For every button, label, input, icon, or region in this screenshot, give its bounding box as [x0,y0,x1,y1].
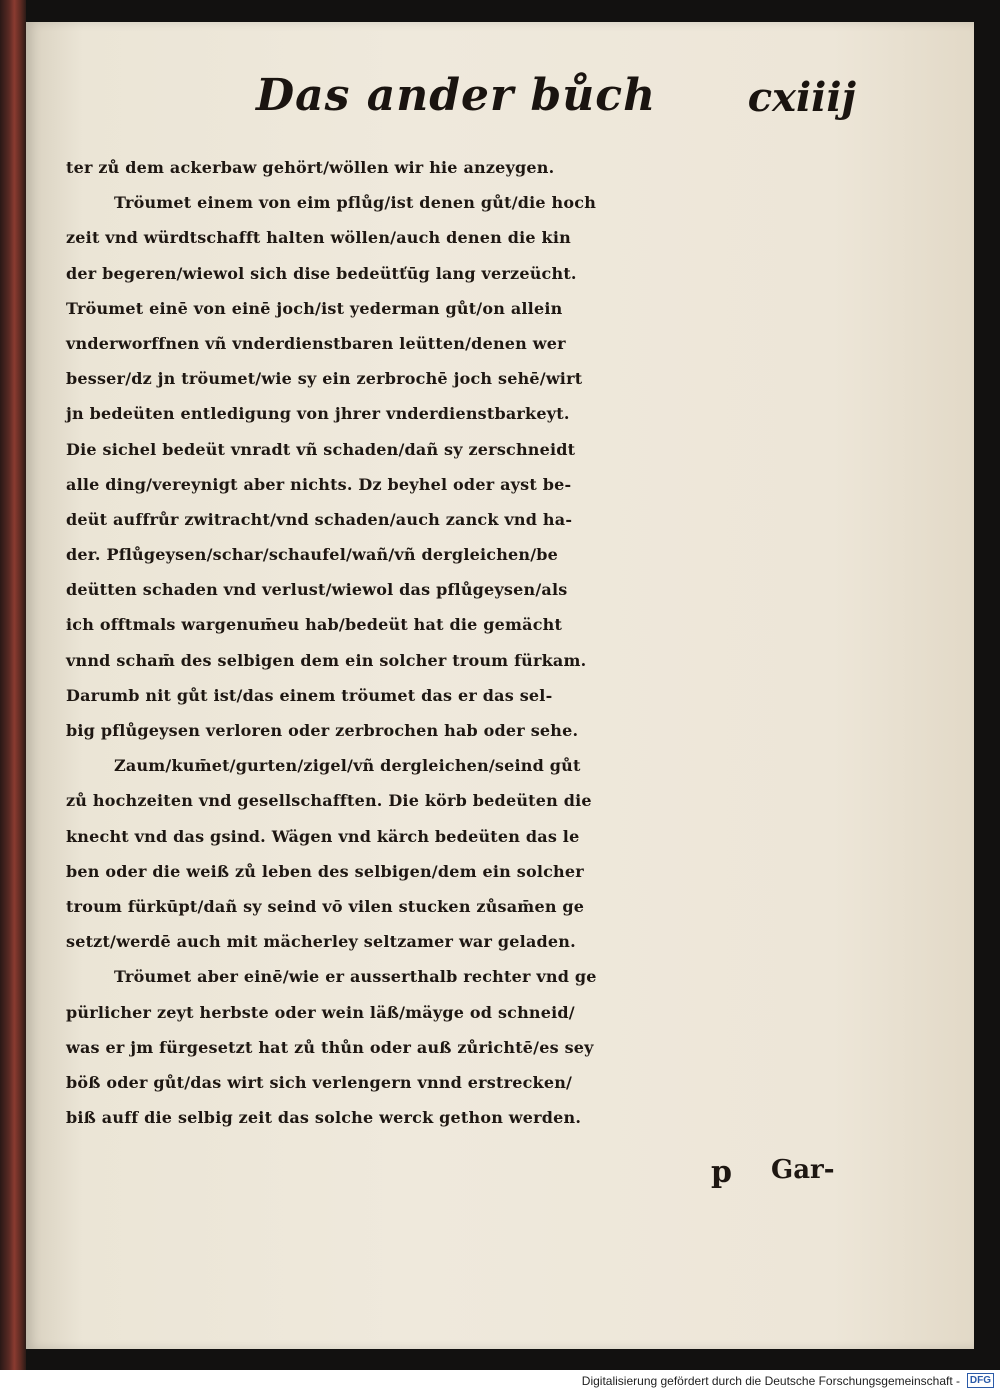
text-line: was er jm fürgesetzt hat zů thůn oder auß zůrichtē/es sey [66,1037,594,1057]
text-line: deüt auffrůr zwitracht/vnd schaden/auch zanck vnd ha- [66,509,573,529]
text-line: ich offtmals wargenum̄eu hab/bedeüt hat die gemächt [66,615,563,635]
text-line: ben oder die weiß zů leben des selbigen/dem ein solcher [66,861,584,881]
text-line: Die sichel bedeüt vnradt vñ schaden/dañ sy zerschneidt [66,439,576,459]
text-line: Darumb nit gůt ist/das einem tröumet das er das sel- [66,685,553,705]
book-page [26,22,974,1349]
text-line: deütten schaden vnd verlust/wiewol das pflůgeysen/als [66,580,568,600]
funding-credit: Digitalisierung gefördert durch die Deutsche Forschungsgemeinschaft - [581,1374,960,1388]
text-line: böß oder gůt/das wirt sich verlengern vnnd erstrecken/ [66,1072,573,1092]
text-line: Tröumet aber einē/wie er ausserthalb rechter vnd ge [114,967,597,987]
signature-mark: p [711,1155,732,1190]
text-line: big pflůgeysen verloren oder zerbrochen hab oder sehe. [66,721,579,740]
book-spine-edge [0,0,26,1370]
catchword-row [66,1155,866,1195]
text-line: vnderworffnen vñ vnderdienstbaren leütten/denen wer [66,333,566,353]
text-line: Tröumet einem von eim pflůg/ist denen gůt/die hoch [114,193,597,213]
text-line: knecht vnd das gsind. Wägen vnd kärch bedeüten das le [66,826,580,846]
dfg-logo: DFG [967,1373,994,1388]
page-header [256,70,856,150]
text-line: troum fürkūpt/dañ sy seind vō vilen stucken zůsam̄en ge [66,896,585,916]
text-line: setzt/werdē auch mit mächerley seltzamer war geladen. [66,932,576,952]
text-line: der begeren/wiewol sich dise bedeütťūg lang verzeücht. [66,263,577,283]
text-line: besser/dz jn tröumet/wie sy ein zerbrochē joch sehē/wirt [66,369,583,389]
text-line: jn bedeüten entledigung von jhrer vnderdienstbarkeyt. [66,404,570,424]
text-line: ter zů dem ackerbaw gehört/wöllen wir hie anzeygen. [66,158,555,177]
text-line: Tröumet einē von einē joch/ist yederman gůt/on allein [66,298,563,318]
text-line: pürlicher zeyt herbste oder wein läß/mäyge od schneid/ [66,1002,575,1022]
text-line: zů hochzeiten vnd gesellschafften. Die körb bedeüten die [66,791,592,811]
footer-bar [0,1370,1000,1393]
text-line: zeit vnd würdtschafft halten wöllen/auch denen die kin [66,228,571,248]
text-block [66,150,866,1135]
catchword: Gar- [771,1155,835,1185]
text-line: biß auff die selbig zeit das solche werck gethon werden. [66,1108,582,1128]
text-line: vnnd scham̄ des selbigen dem ein solcher troum fürkam. [66,650,587,670]
running-title: Das ander bůch [256,70,657,121]
text-line: alle ding/vereynigt aber nichts. Dz beyhel oder ayst be- [66,474,572,494]
text-line: der. Pflůgeysen/schar/schaufel/wañ/vñ dergleichen/be [66,545,559,565]
folio-number: cxiiij [747,74,856,121]
text-line: Zaum/kum̄et/gurten/zigel/vñ dergleichen/seind gůt [114,756,581,776]
